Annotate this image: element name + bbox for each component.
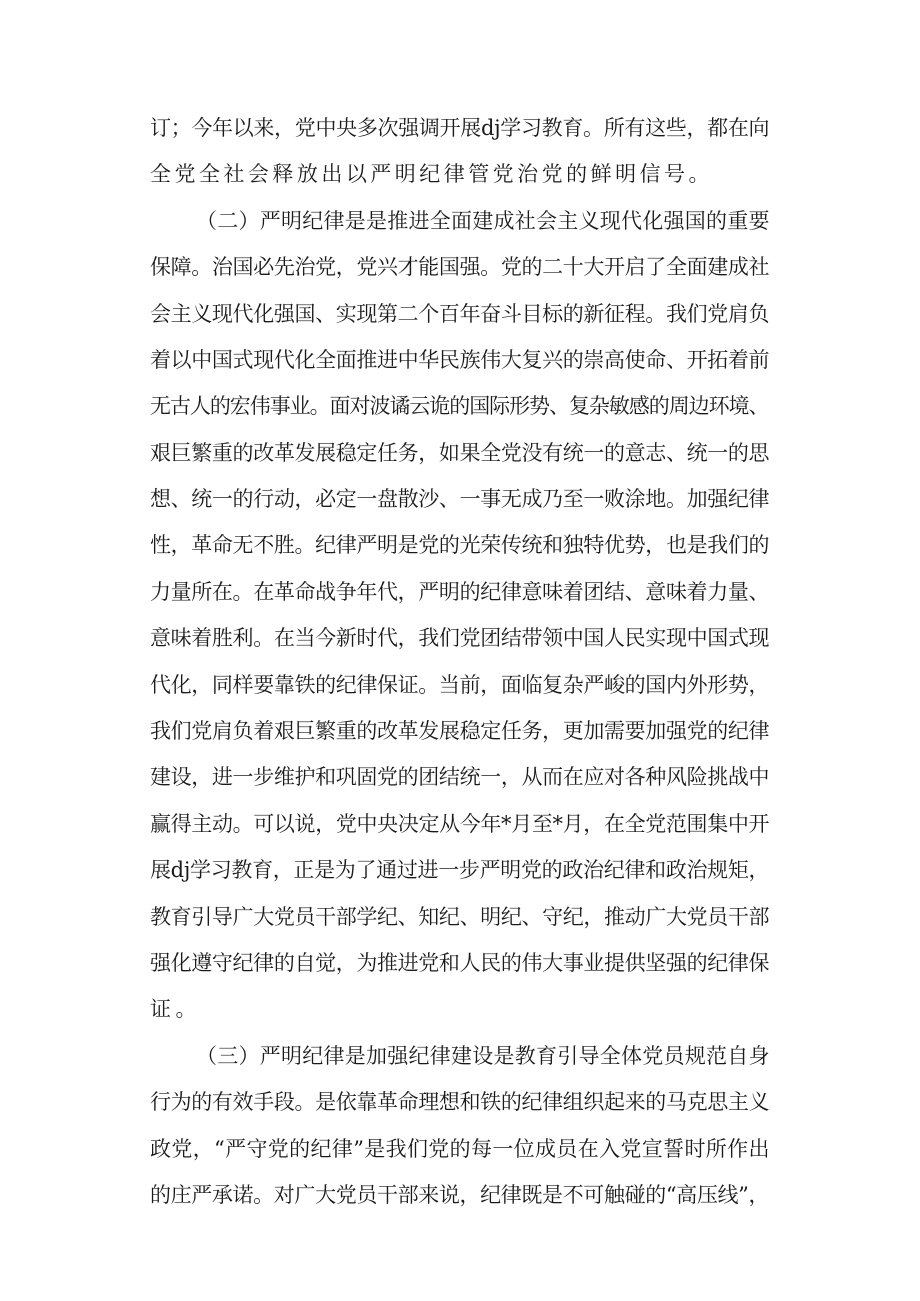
text-line: 行为的有效手段。是依靠革命理想和铁的纪律组织起来的马克思主义 bbox=[150, 1090, 770, 1114]
text-line: 着以中国式现代化全面推进中华民族伟大复兴的崇高使命、开拓着前 bbox=[150, 348, 770, 372]
text-line: 政党，“严守党的纪律”是我们党的每一位成员在入党宣誓时所作出 bbox=[150, 1137, 770, 1161]
text-line: 想、统一的行动，必定一盘散沙、一事无成乃至一败涂地。加强纪律 bbox=[150, 487, 770, 511]
text-line: 意味着胜利。在当今新时代，我们党团结带领中国人民实现中国式现 bbox=[150, 626, 770, 650]
text-line: 证。 bbox=[150, 997, 201, 1021]
text-line: 建设，进一步维护和巩固党的团结统一，从而在应对各种风险挑战中 bbox=[150, 765, 770, 789]
text-line: 无古人的宏伟事业。面对波谲云诡的国际形势、复杂敏感的周边环境、 bbox=[150, 394, 769, 418]
text-line: 我们党肩负着艰巨繁重的改革发展稳定任务，更加需要加强党的纪律 bbox=[150, 719, 770, 743]
text-line: 教育引导广大党员干部学纪、知纪、明纪、守纪，推动广大党员干部 bbox=[150, 905, 770, 929]
text-line: 订；今年以来，党中央多次强调开展dj学习教育。所有这些，都在向 bbox=[150, 116, 770, 140]
text-line: 强化遵守纪律的自觉，为推进党和人民的伟大事业提供坚强的纪律保 bbox=[150, 951, 770, 975]
text-line: 艰巨繁重的改革发展稳定任务，如果全党没有统一的意志、统一的思 bbox=[150, 441, 770, 465]
text-line: 力量所在。在革命战争年代，严明的纪律意味着团结、意味着力量、 bbox=[150, 580, 770, 604]
text-line: 全党全社会释放出以严明纪律管党治党的鲜明信号。 bbox=[150, 162, 713, 186]
text-line: 性，革命无不胜。纪律严明是党的光荣传统和独特优势，也是我们的 bbox=[150, 533, 770, 557]
text-line: （二）严明纪律是是推进全面建成社会主义现代化强国的重要 bbox=[196, 209, 770, 233]
text-line: 代化，同样要靠铁的纪律保证。当前，面临复杂严峻的国内外形势， bbox=[150, 673, 770, 697]
text-line: 展dj学习教育，正是为了通过进一步严明党的政治纪律和政治规矩， bbox=[150, 858, 770, 882]
text-line: 的庄严承诺。对广大党员干部来说，纪律既是不可触碰的“高压线”， bbox=[150, 1183, 770, 1207]
text-line: 保障。治国必先治党，党兴才能国强。党的二十大开启了全面建成社 bbox=[150, 255, 770, 279]
text-line: 赢得主动。可以说，党中央决定从今年*月至*月，在全党范围集中开 bbox=[150, 812, 770, 836]
text-line: 会主义现代化强国、实现第二个百年奋斗目标的新征程。我们党肩负 bbox=[150, 302, 770, 326]
text-line: （三）严明纪律是加强纪律建设是教育引导全体党员规范自身 bbox=[196, 1044, 770, 1068]
